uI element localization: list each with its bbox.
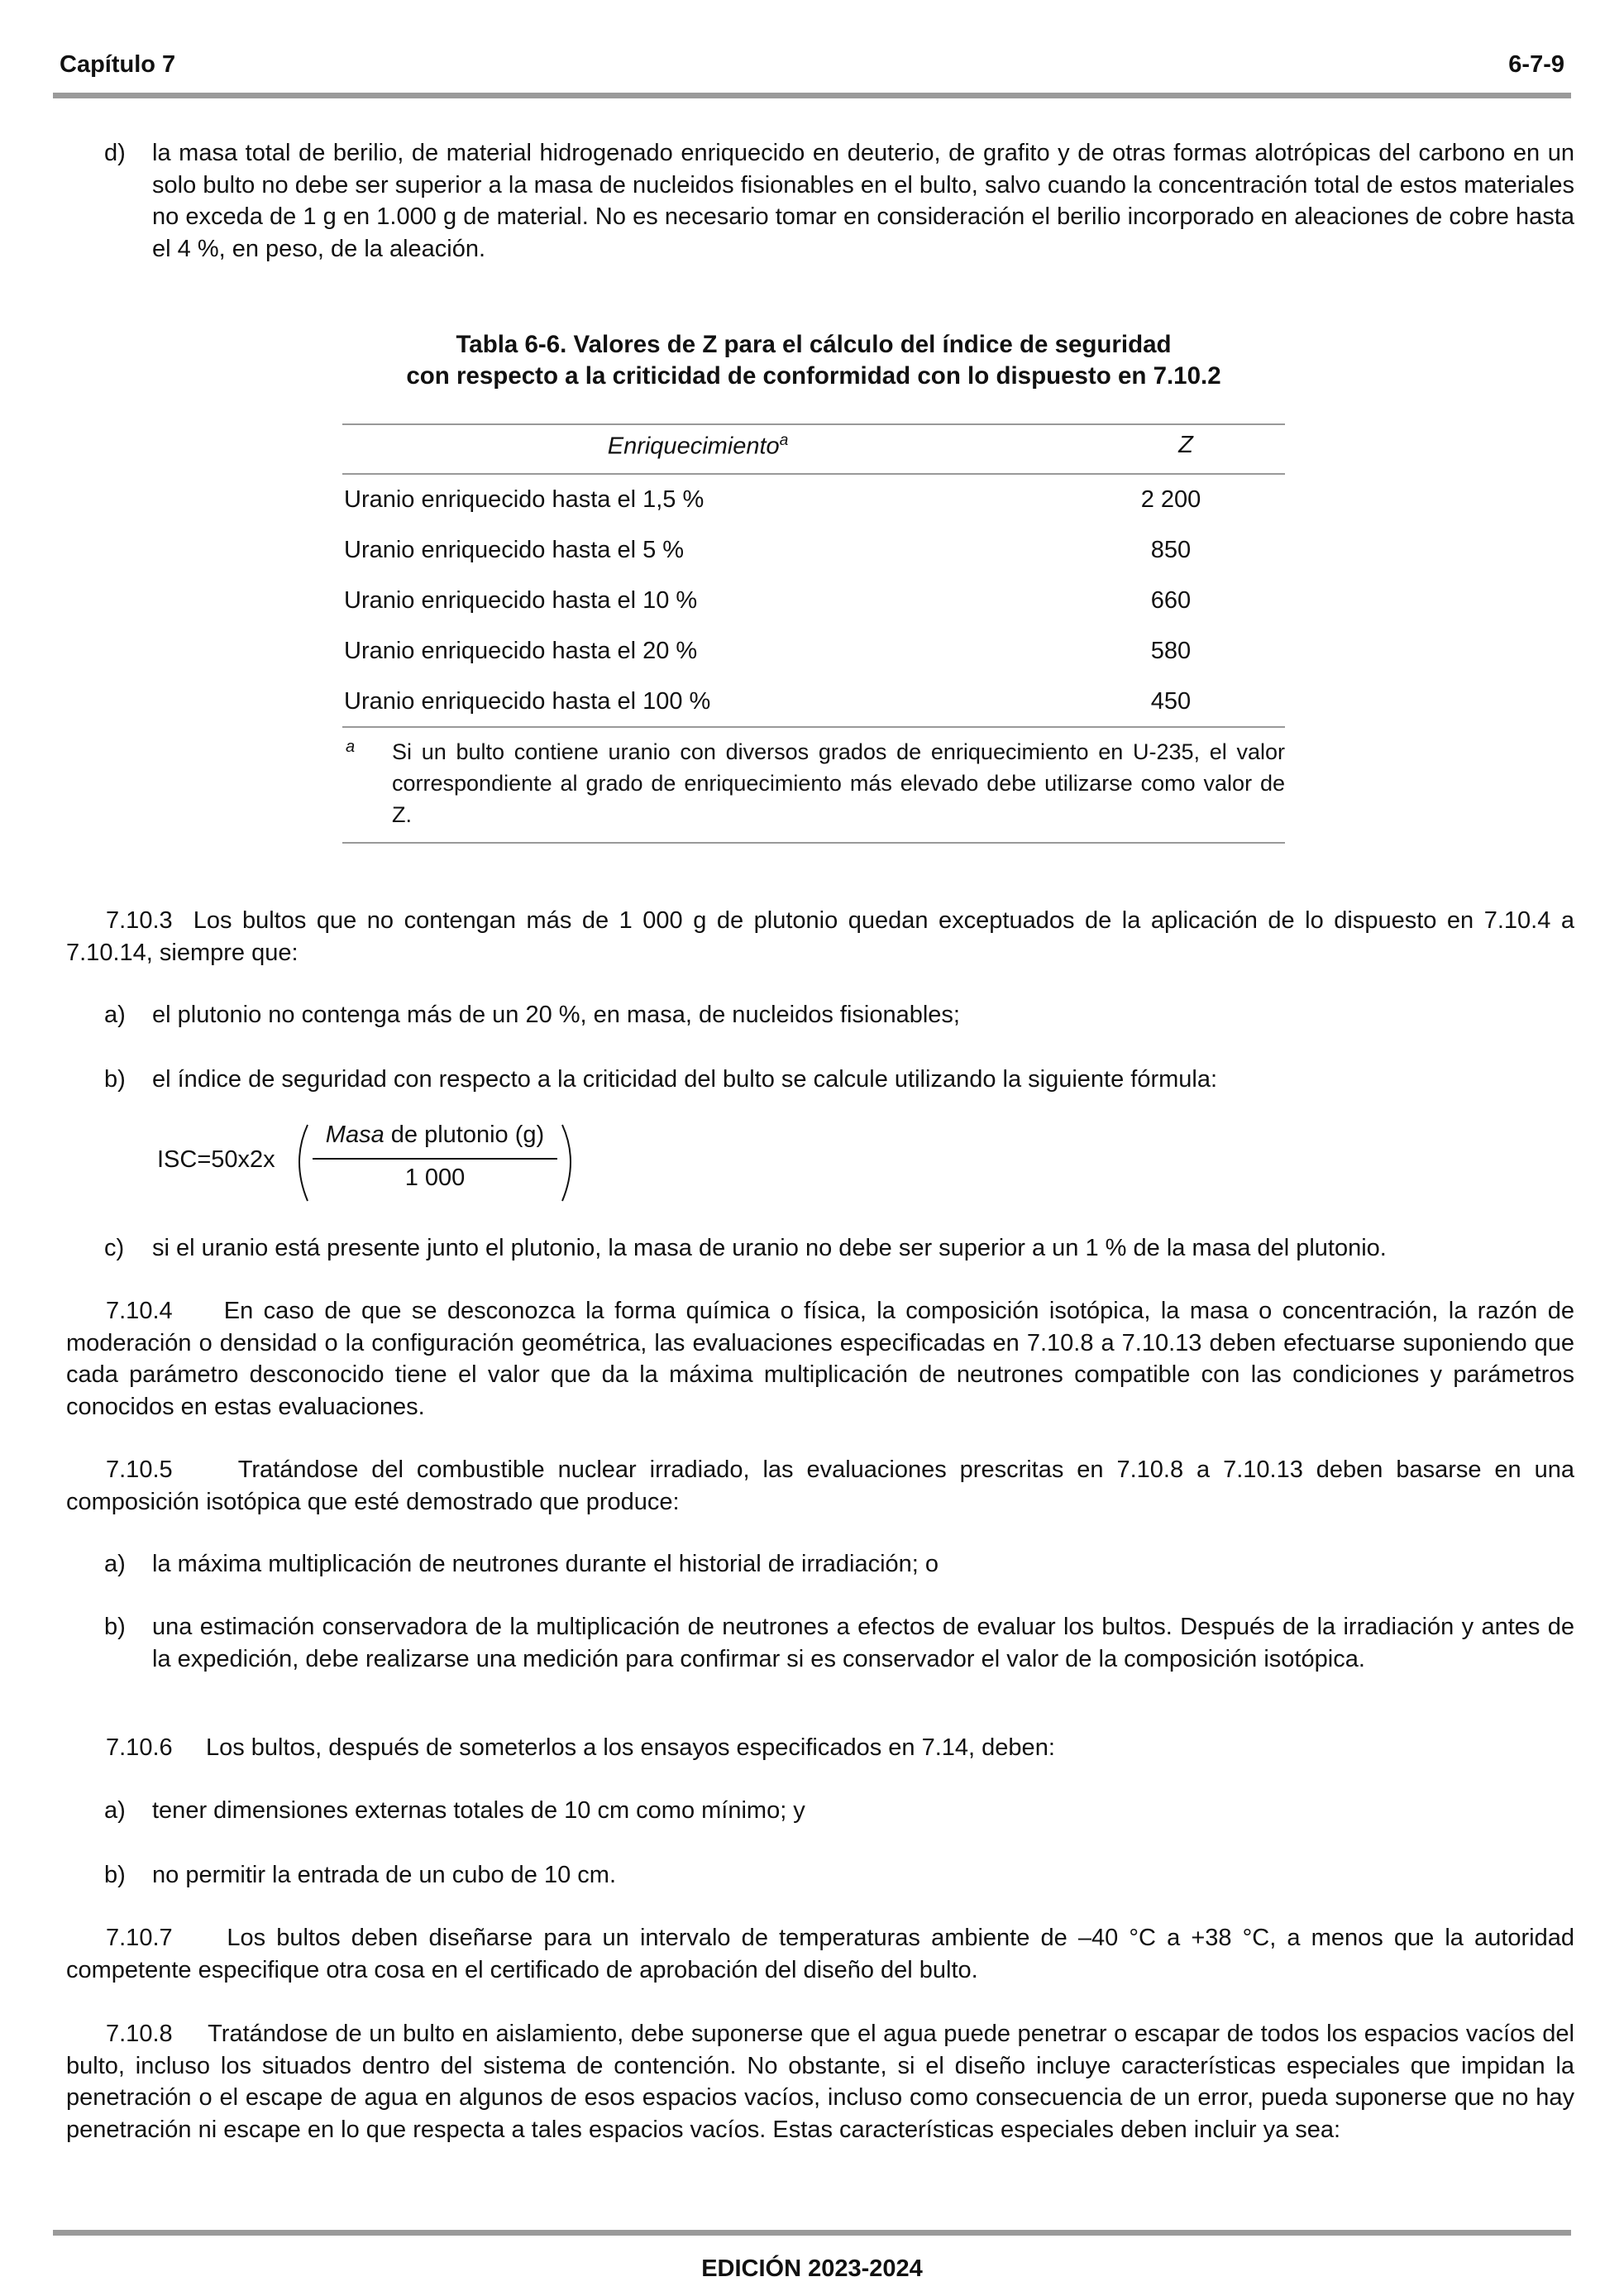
footnote-marker: a (779, 432, 789, 449)
section-number: 7.10.7 (106, 1925, 173, 1951)
row-z: 850 (1150, 537, 1192, 563)
list-item-c (104, 1232, 1574, 1265)
list-text: el índice de seguridad con respecto a la criticidad del bulto se calcule utilizando la siguiente fórmula: (152, 1066, 1218, 1093)
row-z: 450 (1150, 688, 1192, 715)
formula-numerator: Masa de plutonio (g) (325, 1122, 545, 1148)
list-text: una estimación conservadora de la multiplicación de neutrones a efectos de evaluar los bultos. Después de la irradiación y antes de la expedición, debe realizarse una medición para confirmar si es conservador el valor de la composición isotópica. (152, 1614, 1574, 1672)
paragraph-text: Los bultos deben diseñarse para un intervalo de temperaturas ambiente de –40 °C a +38 °C, a menos que la autoridad competente especifique otra cosa en el certificado de aprobación del diseño del bulto. (66, 1925, 1574, 1983)
page-header (60, 51, 1564, 84)
page-number: 6-7-9 (1508, 51, 1564, 78)
footnote-text: Si un bulto contiene uranio con diversos grados de enriquecimiento en U-235, el valor correspondiente al grado de enriquecimiento más elevado debe utilizarse como valor de Z. (392, 739, 1285, 827)
section-number: 7.10.4 (106, 1298, 173, 1324)
list-text: tener dimensiones externas totales de 10 cm como mínimo; y (152, 1797, 805, 1824)
formula-lhs: ISC=50x2x (157, 1146, 275, 1173)
row-label: Uranio enriquecido hasta el 20 % (344, 638, 698, 664)
chapter-title: Capítulo 7 (60, 51, 176, 78)
list-text: si el uranio está presente junto el plutonio, la masa de uranio no debe ser superior a un 1 % de la masa del plutonio. (152, 1235, 1387, 1261)
list-item-b (104, 1611, 1574, 1675)
section-number: 7.10.6 (106, 1734, 173, 1761)
row-label: Uranio enriquecido hasta el 5 % (344, 537, 685, 563)
fraction-bar (313, 1158, 557, 1160)
column-header-enrichment: Enriquecimiento$^a$ (607, 432, 789, 460)
paragraph-7-10-4 (66, 1295, 1574, 1423)
row-label: Uranio enriquecido hasta el 1,5 % (344, 486, 705, 513)
header-rule (53, 93, 1571, 98)
column-header-z: Z (1178, 432, 1193, 458)
list-text: la máxima multiplicación de neutrones durante el historial de irradiación; o (152, 1551, 939, 1577)
table-top-rule (342, 423, 1285, 425)
table-row (342, 587, 1285, 637)
table-row (342, 486, 1285, 536)
row-z: 660 (1150, 587, 1192, 614)
list-text: la masa total de berilio, de material hidrogenado enriquecido en deuterio, de grafito y de otras formas alotrópicas del carbono en un solo bulto no debe ser superior a la masa de nucleidos fisionables en el bulto, salvo cuando la concentración total de estos materiales no exceda de 1 g en 1.000 g de material. No es necesario tomar en consideración el berilio incorporado en aleaciones de cobre hasta el 4 %, en peso, de la aleación. (152, 140, 1574, 262)
row-label: Uranio enriquecido hasta el 10 % (344, 587, 698, 614)
table-caption-line-2: con respecto a la criticidad de conformidad con lo dispuesto en 7.10.2 (406, 362, 1221, 390)
paragraph-text: Los bultos, después de someterlos a los ensayos especificados en 7.14, deben: (205, 1734, 1055, 1761)
list-label: b) (104, 1614, 126, 1640)
isc-formula (157, 1118, 587, 1209)
footnote-symbol: a (346, 738, 356, 756)
page-footer: EDICIÓN 2023-2024 (701, 2255, 923, 2282)
table-caption (342, 329, 1285, 392)
paragraph-7-10-7 (66, 1922, 1574, 1986)
list-text: no permitir la entrada de un cubo de 10 cm. (152, 1862, 616, 1888)
paragraph-7-10-8 (66, 2018, 1574, 2145)
table-footnote (342, 736, 1285, 830)
list-item-b (104, 1064, 1574, 1096)
paragraph-text: Tratándose del combustible nuclear irradiado, las evaluaciones prescritas en 7.10.8 a 7.10.13 deben basarse en una composición isotópica que esté demostrado que produce: (66, 1457, 1574, 1515)
list-label: d) (104, 140, 126, 166)
table-row (342, 638, 1285, 687)
paragraph-7-10-5 (66, 1454, 1574, 1518)
list-item-a (104, 1795, 1574, 1827)
table-row (342, 537, 1285, 586)
list-item-d (104, 137, 1574, 265)
paragraph-7-10-6 (66, 1732, 1574, 1764)
section-number: 7.10.3 (106, 907, 173, 934)
table-row (342, 688, 1285, 738)
table-bottom-rule (342, 842, 1285, 844)
paragraph-7-10-3 (66, 905, 1574, 969)
table-header-rule (342, 473, 1285, 475)
row-z: 2 200 (1140, 486, 1201, 513)
table-body-rule (342, 726, 1285, 728)
list-item-a (104, 999, 1574, 1031)
footer-rule (53, 2230, 1571, 2236)
list-item-b (104, 1859, 1574, 1892)
list-item-a (104, 1548, 1574, 1581)
row-z: 580 (1150, 638, 1192, 664)
list-label: c) (104, 1235, 125, 1261)
formula-denominator: 1 000 (404, 1165, 466, 1191)
list-label: a) (104, 1002, 126, 1028)
row-label: Uranio enriquecido hasta el 100 % (344, 688, 711, 715)
list-label: b) (104, 1066, 126, 1093)
list-label: a) (104, 1797, 126, 1824)
list-text: el plutonio no contenga más de un 20 %, en masa, de nucleidos fisionables; (152, 1002, 960, 1028)
paragraph-text: En caso de que se desconozca la forma química o física, la composición isotópica, la masa o concentración, la razón de moderación o densidad o la configuración geométrica, las evaluaciones especificadas en 7.10.8 a 7.10.13 deben efectuarse suponiendo que cada parámetro desconocido tiene el valor que da la máxima multiplicación de neutrones compatible con las condiciones y parámetros conocidos en estas evaluaciones. (66, 1298, 1574, 1420)
paragraph-text: Tratándose de un bulto en aislamiento, debe suponerse que el agua puede penetrar o escapar de todos los espacios vacíos del bulto, incluso los situados dentro del sistema de contención. No obstante, si el diseño incluye características especiales que impidan la penetración o el escape de agua en algunos de esos espacios vacíos, incluso como consecuencia de un error, pueda suponerse que no hay penetración ni escape en lo que respecta a tales espacios vacíos. Estas características especiales deben incluir ya sea: (66, 2021, 1574, 2143)
list-label: a) (104, 1551, 126, 1577)
list-label: b) (104, 1862, 126, 1888)
table-caption-line-1: Tabla 6-6. Valores de Z para el cálculo del índice de seguridad (456, 331, 1172, 358)
paragraph-text: Los bultos que no contengan más de 1 000 g de plutonio quedan exceptuados de la aplicación de lo dispuesto en 7.10.4 a 7.10.14, siempre que: (66, 907, 1574, 966)
section-number: 7.10.5 (106, 1457, 173, 1483)
section-number: 7.10.8 (106, 2021, 173, 2047)
